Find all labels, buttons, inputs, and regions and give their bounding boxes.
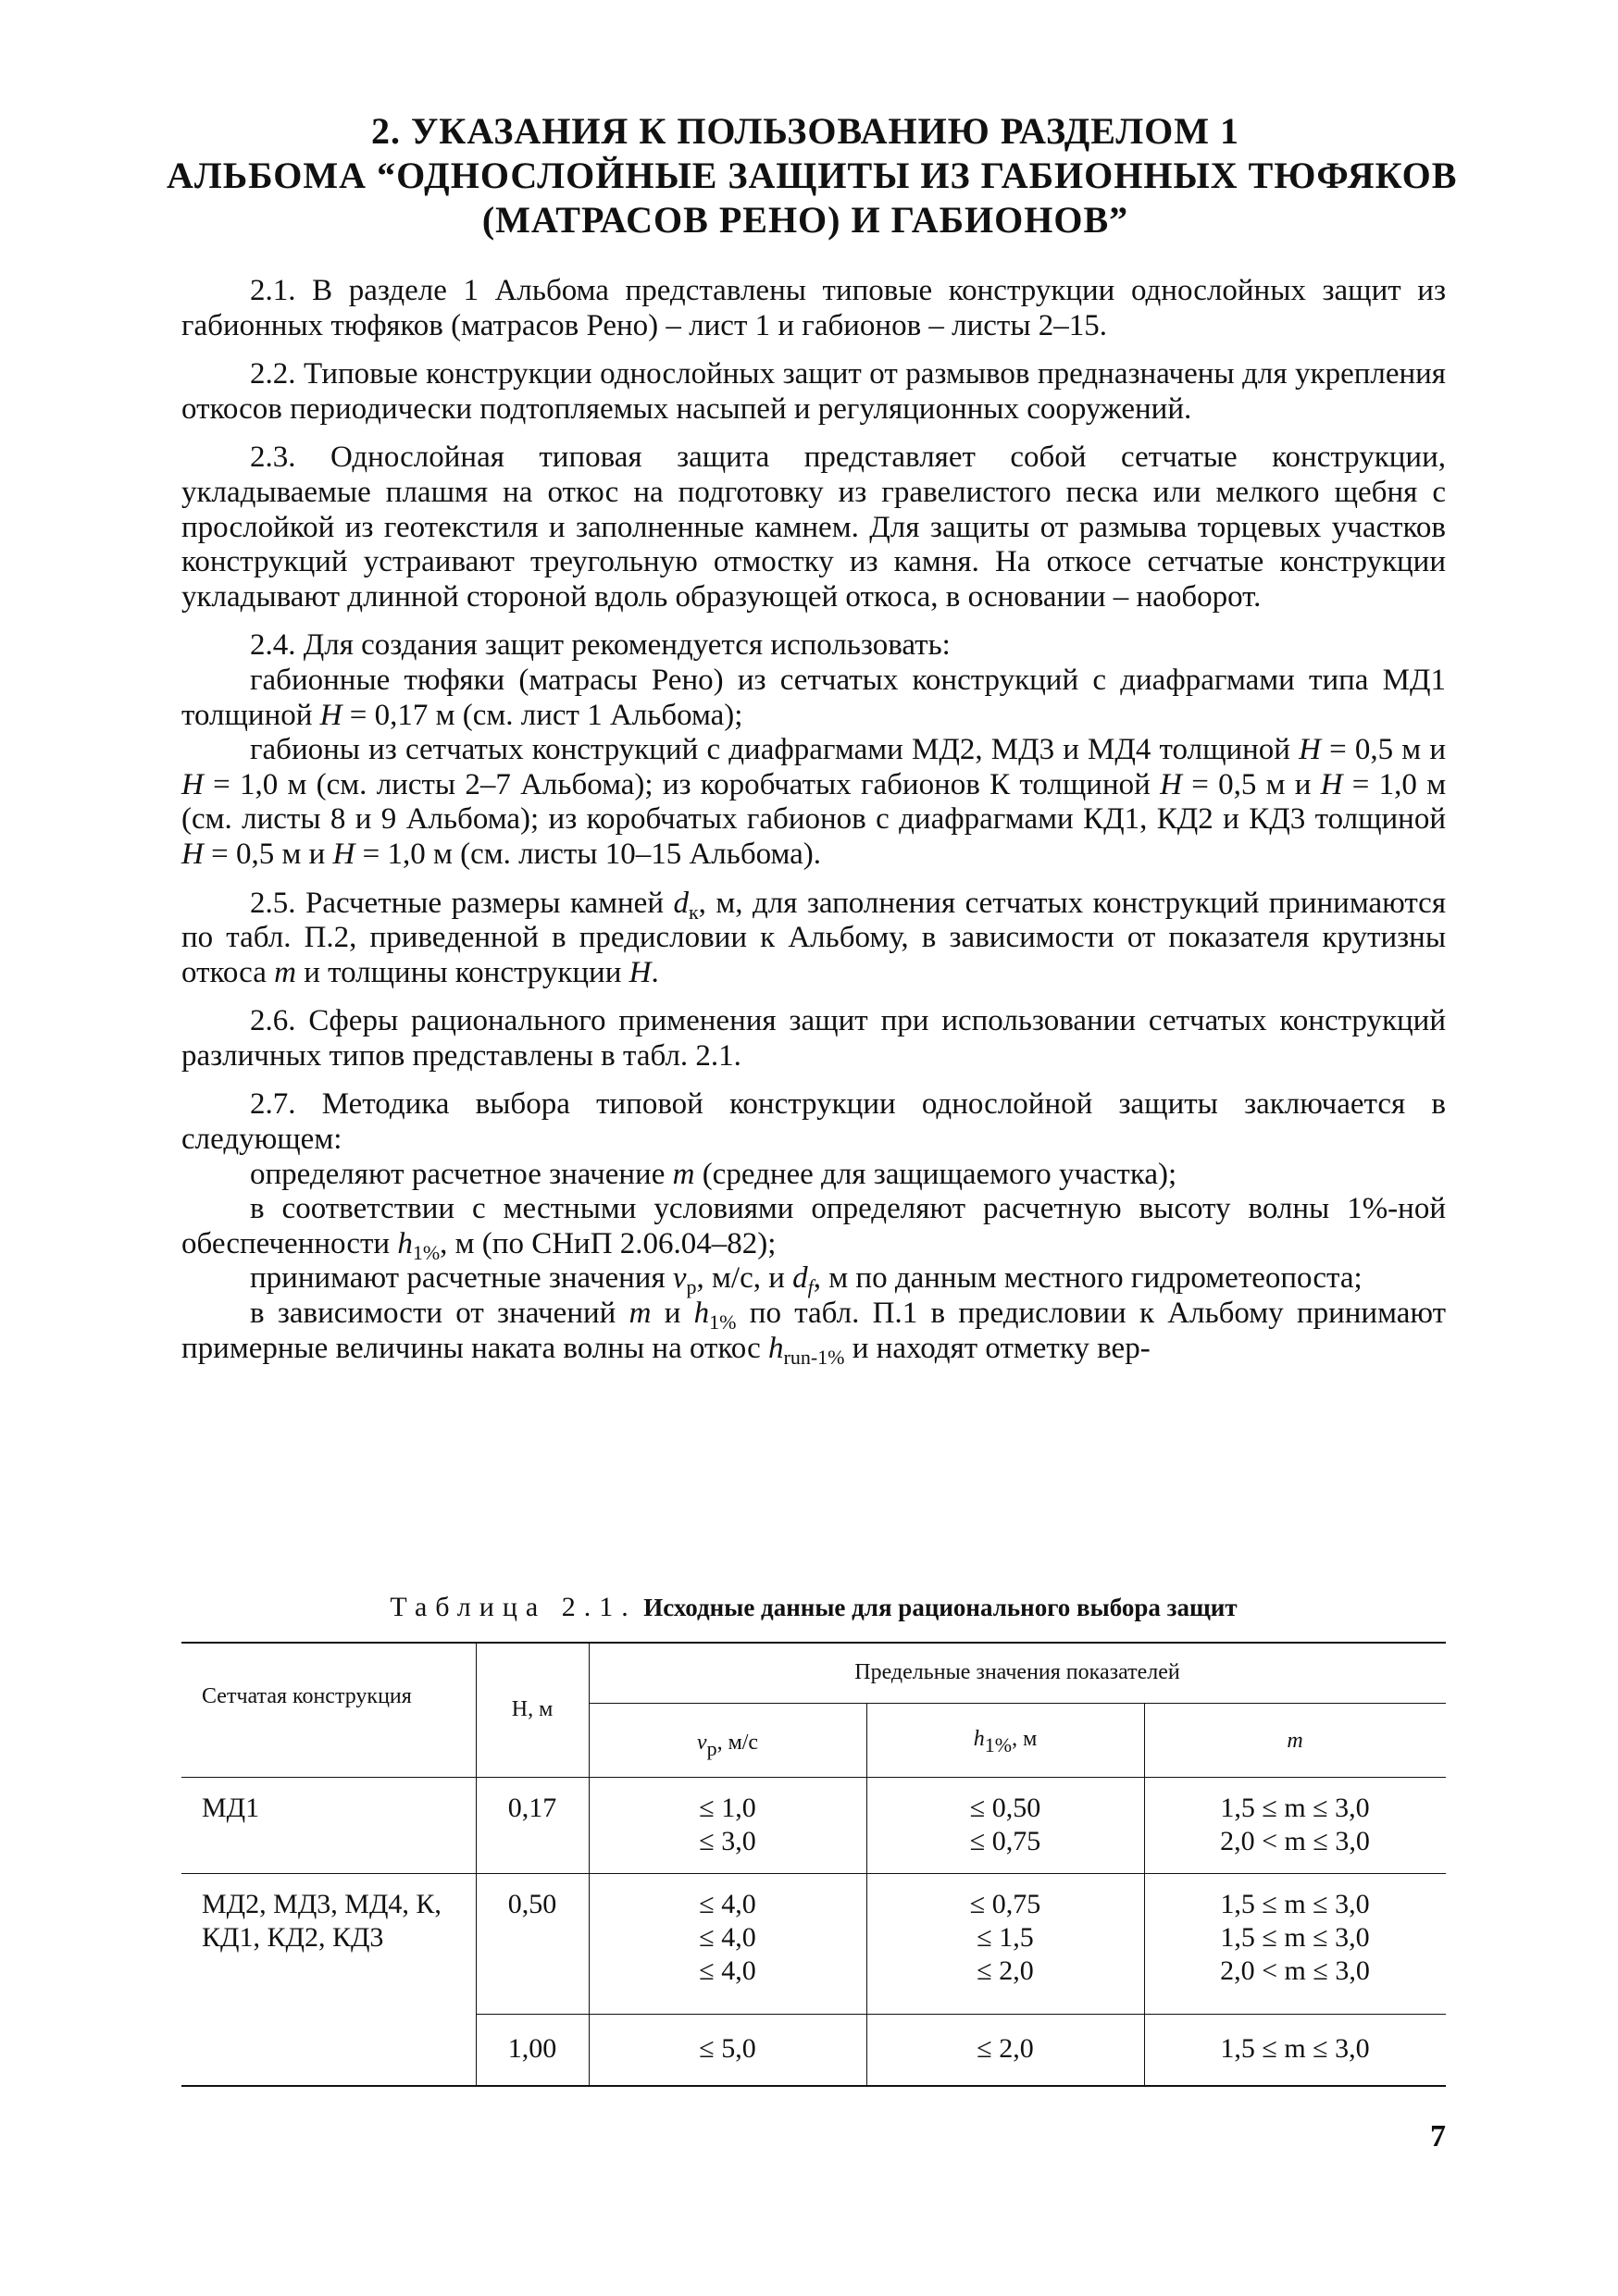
header-limits: Предельные значения показателей <box>854 1660 1180 1684</box>
paragraph-2-7-step-4: в зависимости от значений m и $h_{1\%}$ по табл. П.1 в предисловии к Альбому принимают примерные величины наката волны на откос $h_{run-1\%}$ и находят отметку вер- <box>181 1297 1447 1369</box>
row-1-v: ≤ 1,0 ≤ 3,0 <box>699 1793 756 1856</box>
table-caption <box>181 1592 1446 1623</box>
row-1-construction: МД1 <box>202 1793 260 1823</box>
row-3-h: 1,00 <box>507 2033 557 2064</box>
data-table <box>181 1642 1446 2087</box>
table-limits-rule <box>589 1703 1446 1704</box>
body-text <box>181 274 1447 1369</box>
table-top-rule <box>181 1642 1446 1644</box>
row-2-h: 0,50 <box>507 1889 557 1919</box>
row-2-m: 1,5 ≤ m ≤ 3,0 1,5 ≤ m ≤ 3,0 2,0 < m ≤ 3,0 <box>1220 1889 1370 1986</box>
table-row-rule <box>476 2014 1446 2015</box>
header-v: $v_p$, м/с <box>696 1731 759 1760</box>
row-2-construction: МД2, МД3, МД4, К, КД1, КД2, КД3 <box>202 1889 442 1953</box>
table-caption-label: Таблица 2.1. <box>390 1592 637 1622</box>
paragraph-2-7-intro: 2.7. Методика выбора типовой конструкции однослойной защиты заключается в следующем: <box>181 1087 1446 1157</box>
row-1-m: 1,5 ≤ m ≤ 3,0 2,0 < m ≤ 3,0 <box>1220 1793 1370 1856</box>
heading-line-1: 2. УКАЗАНИЯ К ПОЛЬЗОВАНИЮ РАЗДЕЛОМ 1 <box>370 110 1240 152</box>
row-3-m: 1,5 ≤ m ≤ 3,0 <box>1220 2033 1370 2064</box>
paragraph-2-4-mattresses: габионные тюфяки (матрасы Рено) из сетчатых конструкций с диафрагмами типа МД1 толщиной H = 0,17 м (см. лист 1 Альбома); <box>181 663 1446 732</box>
row-1-h1: ≤ 0,50 ≤ 0,75 <box>969 1793 1041 1856</box>
paragraph-2-3: 2.3. Однослойная типовая защита представляет собой сетчатые конструкции, укладываемые плашмя на откос на подготовку из гравелистого песка или мелкого щебня с прослойкой из геотекстиля и заполненные камнем. Для защиты от размыва торцевых участков конструкций устраивают треугольную отмостку из камня. На откосе сетчатые конструкции укладывают длинной стороной вдоль образующей откоса, в основании – наоборот. <box>181 441 1446 614</box>
paragraph-2-5: 2.5. Расчетные размеры камней $d_к$, м, для заполнения сетчатых конструкций принимаются по табл. П.2, приведенной в предисловии к Альбому, в зависимости от показателя крутизны откоса m и толщины конструкции H. <box>181 886 1447 989</box>
table-col-rule <box>589 1642 590 2087</box>
row-2-h1: ≤ 0,75 ≤ 1,5 ≤ 2,0 <box>969 1889 1041 1986</box>
heading-line-3: (МАТРАСОВ РЕНО) И ГАБИОНОВ” <box>481 199 1129 241</box>
table-caption-title: Исходные данные для рационального выбора защит <box>643 1594 1238 1621</box>
paragraph-2-7-step-1: определяют расчетное значение m (среднее для защищаемого участка); <box>250 1157 1177 1191</box>
row-2-v: ≤ 4,0 ≤ 4,0 ≤ 4,0 <box>699 1889 756 1986</box>
header-construction: Сетчатая конструкция <box>202 1684 412 1708</box>
row-1-h: 0,17 <box>507 1793 557 1823</box>
header-h1: $h_{1\%}$, м <box>973 1727 1038 1756</box>
row-3-v: ≤ 5,0 <box>699 2033 756 2064</box>
paragraph-2-1: 2.1. В разделе 1 Альбома представлены типовые конструкции однослойных защит из габионных тюфяков (матрасов Рено) – лист 1 и габионов – листы 2–15. <box>181 274 1446 342</box>
paragraph-2-4-gabions: габионы из сетчатых конструкций с диафрагмами МД2, МД3 и МД4 толщиной H = 0,5 м и H = 1,0 м (см. листы 2–7 Альбома); из коробчатых габионов К толщиной H = 0,5 м и H = 1,0 м (см. листы 8 и 9 Альбома); из коробчатых габионов с диафрагмами КД1, КД2 и КД3 толщиной H = 0,5 м и H = 1,0 м (см. листы 10–15 Альбома). <box>181 733 1447 871</box>
row-3-h1: ≤ 2,0 <box>977 2033 1034 2064</box>
page-number: 7 <box>1430 2119 1446 2153</box>
table-header-rule <box>181 1777 1446 1778</box>
paragraph-2-7-step-2: в соответствии с местными условиями определяют расчетную высоту волны 1%-ной обеспеченности $h_{1\%}$, м (по СНиП 2.06.04–82); <box>181 1192 1446 1264</box>
paragraph-2-2: 2.2. Типовые конструкции однослойных защит от размывов предназначены для укрепления откосов периодически подтопляемых насыпей и регуляционных сооружений. <box>181 357 1446 426</box>
table-row-rule <box>181 1873 1446 1874</box>
header-m: m <box>1287 1729 1303 1753</box>
table-bottom-rule <box>181 2085 1446 2087</box>
paragraph-2-4-intro: 2.4. Для создания защит рекомендуется использовать: <box>250 628 951 663</box>
section-heading <box>167 109 1458 242</box>
paragraph-2-6: 2.6. Сферы рационального применения защит при использовании сетчатых конструкций различных типов представлены в табл. 2.1. <box>181 1004 1446 1073</box>
header-h: H, м <box>511 1697 554 1721</box>
heading-line-2: АЛЬБОМА “ОДНОСЛОЙНЫЕ ЗАЩИТЫ ИЗ ГАБИОННЫХ ТЮФЯКОВ <box>167 155 1458 196</box>
paragraph-2-7-step-3: принимают расчетные значения $v_p$, м/с, и $d_f$, м по данным местного гидрометеопоста; <box>250 1261 1363 1299</box>
